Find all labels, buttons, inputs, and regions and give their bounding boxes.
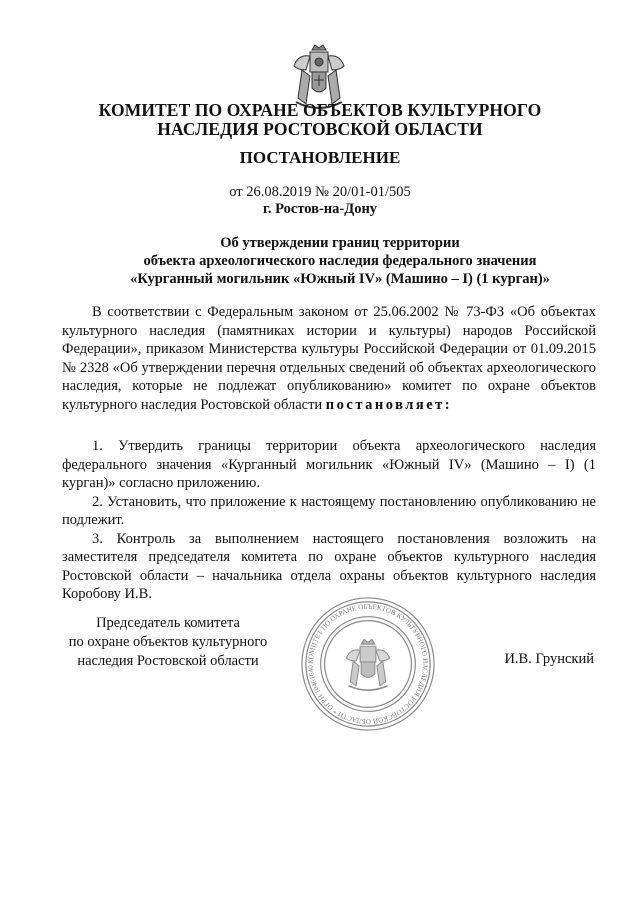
official-seal-icon: [299, 595, 437, 733]
resolution-item-1: 1. Утвердить границы территории объекта археологического наследия федерального значения «Курганный могильник «Южный IV» (Машино – I) (1 курган)» согласно приложению.: [62, 438, 596, 491]
preamble-text: В соответствии с Федеральным законом от 25.06.2002 № 73-ФЗ «Об объектах культурного наследия (памятниках истории и культуры) народов Российской Федерации», приказом Министерства культуры Российской Федерации от 01.09.2015 № 2328 «Об утверждении перечня отдельных сведений об объектах археологического наследия, которые не подлежат опубликованию» комитет по охране объектов культурного наследия Ростовской области: [62, 304, 596, 413]
document-subject: [0, 234, 640, 288]
document-date-number: от 26.08.2019 № 20/01-01/505: [229, 184, 411, 200]
document-city: г. Ростов-на-Дону: [262, 201, 378, 217]
org-line-1: КОМИТЕТ ПО ОХРАНЕ ОБЪЕКТОВ КУЛЬТУРНОГО: [98, 100, 542, 120]
subject-line-1: Об утверждении границ территории: [220, 235, 460, 251]
subject-line-3: «Курганный могильник «Южный IV» (Машино – I) (1 курган)»: [130, 271, 550, 287]
resolves-word: постановляет:: [325, 396, 453, 413]
subject-line-2: объекта археологического наследия федерального значения: [143, 253, 537, 269]
document-type: ПОСТАНОВЛЕНИЕ: [239, 148, 401, 167]
seal-ring-text: КОМИТЕТ ПО ОХРАНЕ ОБЪЕКТОВ КУЛЬТУРНОГО НАСЛЕДИЯ РОСТОВСКОЙ ОБЛАСТИ * ОГРН 10461640: [306, 602, 430, 726]
organization-name: [0, 101, 640, 139]
resolution-items: [62, 437, 596, 604]
resolution-item-3: 3. Контроль за выполнением настоящего постановления возложить на заместителя председателя комитета по охране объектов культурного наследия Ростовской области – начальника отдела охраны объектов культурного наследия Коробову И.В.: [62, 530, 596, 602]
signatory-name: И.В. Грунский: [504, 651, 594, 667]
preamble-paragraph: [62, 303, 596, 414]
signatory-position: [62, 614, 274, 671]
position-line-2: по охране объектов культурного: [68, 634, 268, 650]
position-line-1: Председатель комитета: [96, 615, 240, 631]
position-line-3: наследия Ростовской области: [77, 653, 259, 669]
org-line-2: НАСЛЕДИЯ РОСТОВСКОЙ ОБЛАСТИ: [157, 119, 483, 139]
resolution-item-2: 2. Установить, что приложение к настоящему постановлению опубликованию не подлежит.: [62, 493, 596, 528]
